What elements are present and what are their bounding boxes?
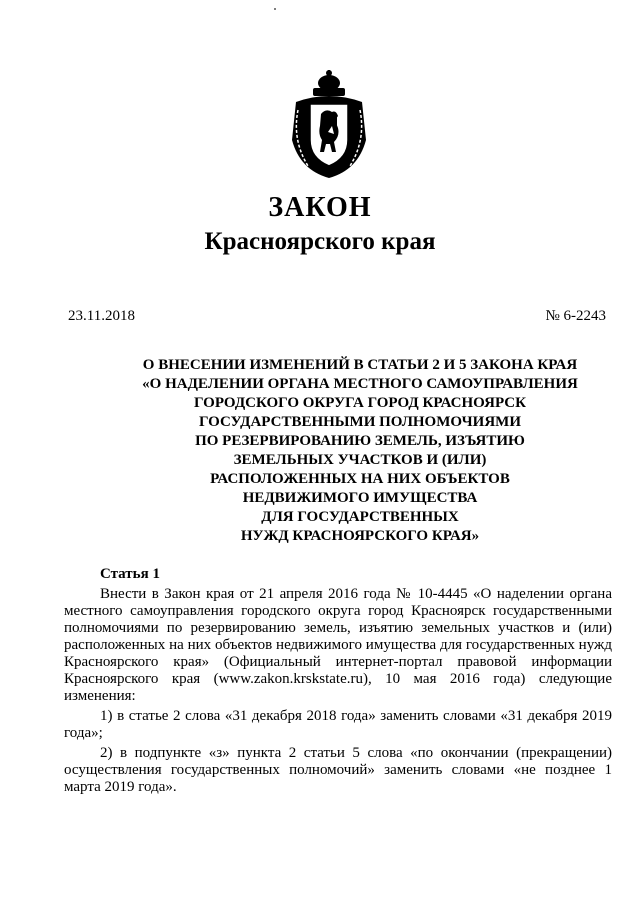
heading-line: ДЛЯ ГОСУДАРСТВЕННЫХ bbox=[261, 509, 459, 525]
article-paragraph: 1) в статье 2 слова «31 декабря 2018 года» заменить словами «31 декабря 2019 года»; bbox=[64, 708, 612, 741]
heading-line: О ВНЕСЕНИИ ИЗМЕНЕНИЙ В СТАТЬИ 2 И 5 ЗАКОНА КРАЯ bbox=[142, 357, 578, 373]
article-body bbox=[64, 586, 612, 796]
document-number: № 6-2243 bbox=[545, 308, 606, 324]
heading-line: «О НАДЕЛЕНИИ ОРГАНА МЕСТНОГО САМОУПРАВЛЕНИЯ bbox=[142, 376, 578, 392]
article-title: Статья 1 bbox=[100, 566, 160, 582]
heading-line: ГОРОДСКОГО ОКРУГА ГОРОД КРАСНОЯРСК bbox=[194, 395, 526, 411]
heading-line: ПО РЕЗЕРВИРОВАНИЮ ЗЕМЕЛЬ, ИЗЪЯТИЮ bbox=[195, 433, 525, 449]
scan-speck bbox=[274, 8, 276, 10]
document-date: 23.11.2018 bbox=[68, 308, 135, 324]
document-title: ЗАКОН bbox=[268, 192, 372, 223]
article-paragraph: Внести в Закон края от 21 апреля 2016 года № 10-4445 «О наделении органа местного самоуправления городского округа город Красноярск государственными полномочиями по резервированию земель, изъятию земельных участков и (или) расположенных на них объектов недвижимого имущества для государственных нужд Красноярского края» (Официальный интернет-портал правовой информации Красноярского края (www.zakon.krskstate.ru), 10 мая 2016 года) следующие изменения: bbox=[64, 586, 612, 704]
article-paragraph: 2) в подпункте «з» пункта 2 статьи 5 слова «по окончании (прекращении) осуществления государственных полномочий» заменить словами «не позднее 1 марта 2019 года». bbox=[64, 745, 612, 795]
law-heading bbox=[80, 356, 640, 546]
coat-of-arms-icon bbox=[288, 70, 370, 180]
heading-line: НУЖД КРАСНОЯРСКОГО КРАЯ» bbox=[240, 528, 480, 544]
heading-line: ЗЕМЕЛЬНЫХ УЧАСТКОВ И (ИЛИ) bbox=[233, 452, 487, 468]
heading-line: РАСПОЛОЖЕННЫХ НА НИХ ОБЪЕКТОВ bbox=[210, 471, 510, 487]
heading-line: ГОСУДАРСТВЕННЫМИ ПОЛНОМОЧИЯМИ bbox=[198, 414, 522, 430]
region-name: Красноярского края bbox=[204, 228, 436, 255]
heading-line: НЕДВИЖИМОГО ИМУЩЕСТВА bbox=[242, 490, 478, 506]
